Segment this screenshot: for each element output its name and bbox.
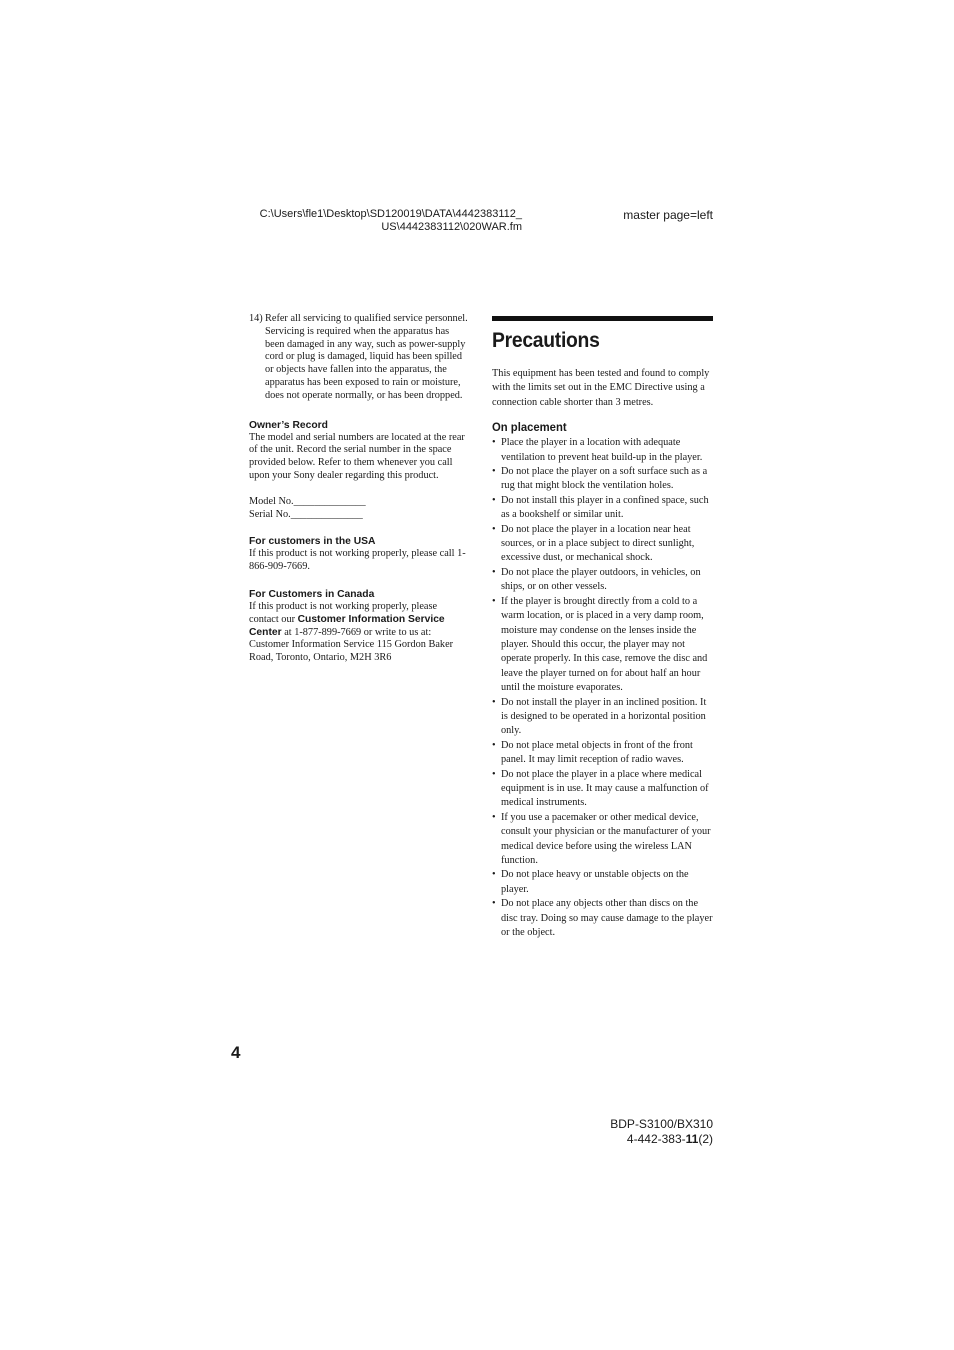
bullet-icon: • [492, 595, 496, 607]
list-item [492, 494, 713, 523]
usa-heading: For customers in the USA [249, 536, 376, 548]
list-item-text: Do not place any objects other than discs on the disc tray. Doing so may cause damage to the player or the object. [501, 898, 713, 939]
list-item-text: If the player is brought directly from a cold to a warm location, or is placed in a very damp room, moisture may condense on the lenses inside the player. Should this occur, the player may not operate properly. In this case, remove the disc and leave the player turned on for about half an hour until the moisture evaporates. [501, 595, 708, 694]
bullet-icon: • [492, 566, 496, 578]
bullet-icon: • [492, 898, 496, 910]
list-item-text: Do not place the player on a soft surface such as a rug that might block the ventilation holes. [501, 466, 708, 492]
canada-heading: For Customers in Canada [249, 588, 375, 600]
list-item-text: Do not place heavy or unstable objects on the player. [501, 869, 689, 895]
placement-list [492, 436, 713, 940]
code-prefix: 4-442-383- [626, 1132, 686, 1146]
intro-text: This equipment has been tested and found to comply with the limits set out in the EMC Directive using a connection cable shorter than 3 metres. [492, 368, 710, 408]
bullet-icon: • [492, 739, 496, 751]
item-text: Refer all servicing to qualified service personnel. Servicing is required when the apparatus has been damaged in any way, such as power-supply cord or plug is damaged, liquid has been spilled or objects have fallen into the apparatus, the apparatus has been exposed to rain or moisture, does not operate normally, or has been dropped. [265, 313, 468, 401]
owners-record-heading: Owner’s Record [249, 419, 328, 431]
bullet-icon: • [492, 523, 496, 535]
list-item-text: Do not place the player in a location near heat sources, or in a place subject to direct sunlight, excessive dust, or mechanical shock. [501, 523, 695, 564]
master-page-label: master page=left [623, 208, 713, 222]
canada-text-part: at 1-877-899-7669 or write to us at: Customer Information Service 115 Gordon Baker Road, Toronto, Ontario, M2H 3R6 [249, 626, 454, 664]
bullet-icon: • [492, 466, 496, 478]
list-item-text: If you use a pacemaker or other medical device, consult your physician or the manufacturer of your medical device before using the wireless LAN function. [501, 811, 711, 866]
model-number-field: Model No.______________ [249, 495, 366, 507]
list-item [492, 868, 713, 897]
file-path-line-1: C:\Users\fle1\Desktop\SD120019\DATA\4442383112_ [259, 208, 522, 220]
page-title: Precautions [492, 329, 600, 352]
list-item-text: Do not place the player in a place where medical equipment is in use. It may cause a malfunction of medical instruments. [501, 768, 709, 809]
bullet-icon: • [492, 811, 496, 823]
code-revision: 11 [685, 1132, 699, 1146]
serial-number-field: Serial No.______________ [249, 508, 363, 520]
page-number: 4 [231, 1043, 241, 1062]
owners-record-text: The model and serial numbers are located at the rear of the unit. Record the serial number in the space provided below. Refer to them whenever you call upon your Sony dealer regarding this product. [249, 431, 465, 481]
placement-heading: On placement [492, 420, 567, 435]
list-item-text: Do not install the player in an inclined position. It is designed to be operated in a horizontal position only. [501, 696, 707, 737]
list-item [492, 523, 713, 566]
list-item-text: Do not place the player outdoors, in vehicles, on ships, or on other vessels. [501, 566, 701, 593]
list-item [492, 595, 713, 696]
list-item [492, 566, 713, 595]
list-item [492, 768, 713, 811]
title-rule [492, 316, 713, 321]
list-item-text: Do not install this player in a confined space, such as a bookshelf or similar unit. [501, 494, 709, 521]
document-code [560, 1132, 713, 1147]
list-item [492, 739, 713, 768]
canada-text-part: If this product is not working properly, please contact our [249, 600, 438, 625]
bullet-icon: • [492, 437, 496, 449]
bullet-icon: • [492, 696, 496, 708]
file-path-line-2: US\4442383112\020WAR.fm [381, 221, 522, 233]
footer-model-info [560, 1117, 713, 1147]
usa-text: If this product is not working properly, please call 1-866-909-7669. [249, 548, 466, 573]
list-item-text: Do not place metal objects in front of the front panel. It may limit reception of radio waves. [501, 739, 693, 766]
customer-info-center: Customer Information Service Center [249, 613, 445, 638]
model-name: BDP-S3100/BX310 [610, 1117, 713, 1131]
canada-text [249, 601, 469, 665]
item-number: 14) [249, 313, 263, 324]
list-item [492, 436, 713, 465]
list-item [492, 811, 713, 869]
left-column [249, 313, 469, 665]
list-item-text: Place the player in a location with adequate ventilation to prevent heat build-up in the player. [501, 437, 703, 463]
list-item [492, 696, 713, 739]
list-item [492, 465, 713, 494]
right-column [492, 316, 713, 940]
file-path [230, 208, 522, 234]
list-item [492, 897, 713, 940]
safety-item-14 [249, 313, 469, 403]
bullet-icon: • [492, 494, 496, 506]
code-suffix: (2) [698, 1132, 713, 1146]
bullet-icon: • [492, 768, 496, 780]
bullet-icon: • [492, 869, 496, 881]
